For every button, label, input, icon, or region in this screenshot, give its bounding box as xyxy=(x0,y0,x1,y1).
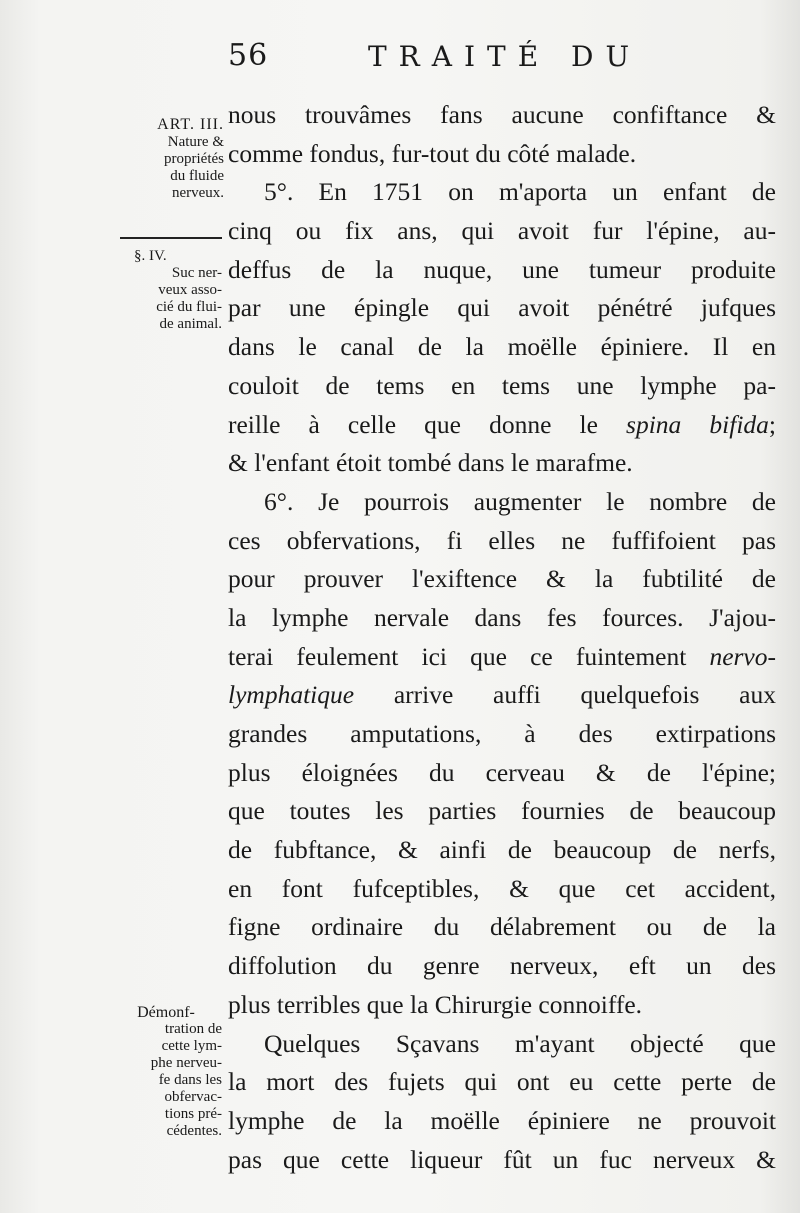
text-line xyxy=(228,676,776,715)
margin-note-line: phe nerveu- xyxy=(150,1055,222,1071)
margin-note-section xyxy=(118,248,222,333)
text-line: dans le canal de la moëlle épiniere. Il en xyxy=(228,332,776,362)
margin-note-line: cié du flui- xyxy=(156,299,222,315)
margin-note-line: Démonf- xyxy=(137,1004,195,1021)
margin-note-line: propriétés xyxy=(164,151,224,167)
margin-divider xyxy=(120,237,222,239)
page-number: 56 xyxy=(228,38,269,73)
text-line: lymphe de la moëlle épiniere ne prouvoit xyxy=(228,1105,776,1135)
margin-note-demonstration xyxy=(110,1004,222,1140)
margin-note-line: veux asso- xyxy=(158,282,222,298)
text-line: & l'enfant étoit tombé dans le marafme. xyxy=(228,448,633,478)
text-line: figne ordinaire du délabrement ou de la xyxy=(228,912,776,942)
margin-note-line: fe dans les xyxy=(158,1072,222,1088)
body-text xyxy=(228,96,776,1179)
italic-term: lymphatique xyxy=(228,680,355,710)
text-line: 6°. Je pourrois augmenter le nombre de xyxy=(264,486,776,516)
text-line: grandes amputations, à des extirpations xyxy=(228,719,776,748)
text-line: diffolution du genre nerveux, eft un des xyxy=(228,951,776,981)
text-line xyxy=(228,406,776,445)
margin-note-line: nerveux. xyxy=(171,185,224,201)
italic-term: spina bifida xyxy=(626,409,769,439)
text-line: plus terribles que la Chirurgie connoiffe. xyxy=(228,989,643,1019)
text-fragment: arrive auffi quelquefois aux xyxy=(354,680,776,710)
margin-note-line: obfervac- xyxy=(164,1089,222,1105)
text-line: par une épingle qui avoit pénétré jufques xyxy=(228,293,776,323)
text-line: nous trouvâmes fans aucune confiftance & xyxy=(228,100,776,129)
margin-note-line: tions pré- xyxy=(164,1106,222,1122)
text-fragment: reille à celle que donne le xyxy=(228,409,627,439)
text-line: couloit de tems en tems une lymphe pa- xyxy=(228,370,776,400)
margin-note-line: du fluide xyxy=(170,168,224,184)
margin-note-line: de animal. xyxy=(159,316,222,332)
text-line: de fubftance, & ainfi de beaucoup de nerfs, xyxy=(228,835,776,865)
text-line: 5°. En 1751 on m'aporta un enfant de xyxy=(264,177,776,207)
text-line: Quelques Sçavans m'ayant objecté que xyxy=(264,1028,776,1058)
page-header xyxy=(228,38,788,78)
text-line: la mort des fujets qui ont eu cette perte de xyxy=(228,1067,776,1097)
text-line: plus éloignées du cerveau & de l'épine; xyxy=(228,757,776,787)
margin-note-line: cédentes. xyxy=(166,1123,222,1139)
text-line: cinq ou fix ans, qui avoit fur l'épine, au- xyxy=(228,216,776,246)
text-line xyxy=(228,638,776,677)
text-fragment: terai feulement ici que ce fuintement xyxy=(228,641,710,671)
text-line: deffus de la nuque, une tumeur produite xyxy=(228,254,776,284)
article-number: ART. III. xyxy=(157,116,224,133)
margin-note-line: tration de xyxy=(164,1021,222,1037)
margin-note-line: Suc ner- xyxy=(171,265,222,281)
text-line: ces obfervations, fi elles ne fuffifoient pas xyxy=(228,525,776,555)
text-fragment: ; xyxy=(768,409,776,439)
italic-term: nervo- xyxy=(709,641,776,671)
text-line: en font fufceptibles, & que cet accident, xyxy=(228,873,776,903)
text-line: pour prouver l'exiftence & la fubtilité de xyxy=(228,564,776,594)
text-line: pas que cette liqueur fût un fuc nerveux & xyxy=(228,1144,776,1174)
margin-note-line: Nature & xyxy=(167,134,224,150)
margin-note-line: cette lym- xyxy=(161,1038,222,1054)
text-line: que toutes les parties fournies de beaucoup xyxy=(228,796,776,826)
running-title: TRAITÉ DU xyxy=(368,40,642,73)
margin-note-article xyxy=(128,116,224,202)
text-line: comme fondus, fur-tout du côté malade. xyxy=(228,138,637,168)
section-number: §. IV. xyxy=(134,248,167,264)
text-line: la lymphe nervale dans fes fources. J'ajou- xyxy=(228,602,776,632)
